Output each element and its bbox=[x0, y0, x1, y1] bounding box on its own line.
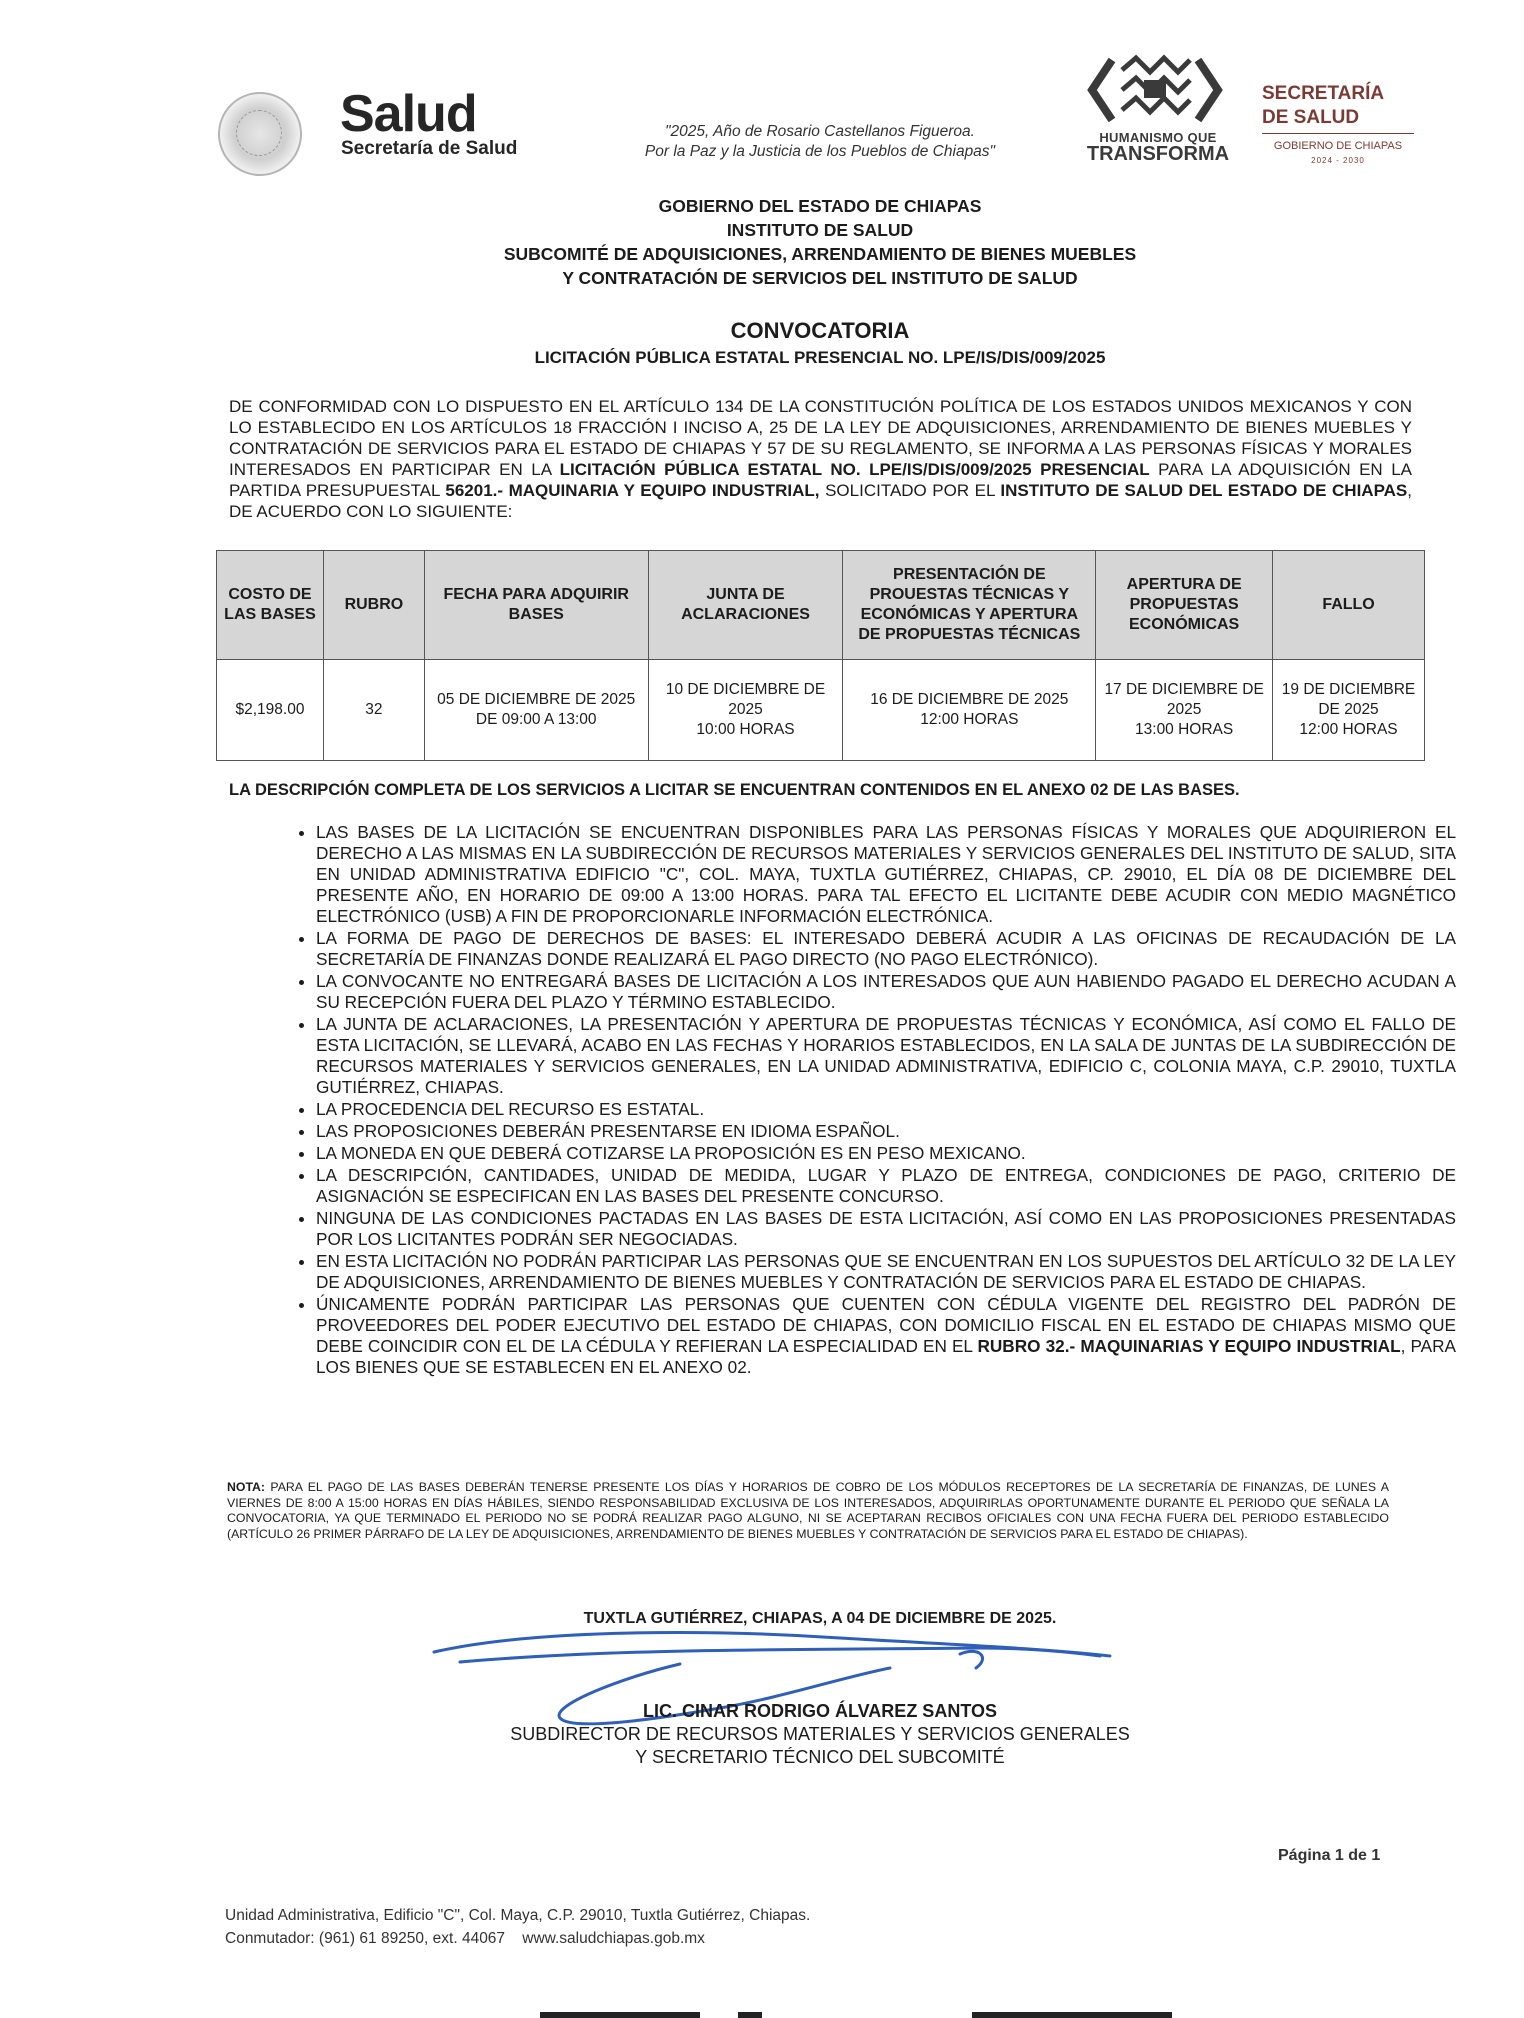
cell-fallo bbox=[1273, 660, 1425, 761]
cell-junta-date: 10 DE DICIEMBRE DE 2025 bbox=[665, 681, 826, 718]
intro-bold-partida: 56201.- MAQUINARIA Y EQUIPO INDUSTRIAL, bbox=[445, 481, 820, 500]
col-fallo: FALLO bbox=[1273, 551, 1425, 660]
cell-fecha-bases bbox=[424, 660, 648, 761]
intro-text-4: , DE ACUERDO CON LO SIGUIENTE: bbox=[229, 481, 1412, 521]
item-text-end: , PARA LOS BIENES QUE SE ESTABLECEN EN EL ANEXO 02. bbox=[316, 1336, 1457, 1377]
table-header-row bbox=[217, 551, 1425, 660]
humanismo-line-2: TRANSFORMA bbox=[1086, 143, 1230, 165]
page-number bbox=[1278, 1847, 1380, 1865]
cell-fecha-time: DE 09:00 A 13:00 bbox=[475, 711, 597, 728]
humanismo-line-1: HUMANISMO QUE bbox=[1099, 130, 1217, 145]
col-costo: COSTO DE LAS BASES bbox=[217, 551, 324, 660]
intro-text-2: PARA LA ADQUISICIÓN EN LA PARTIDA PRESUPUESTAL bbox=[229, 460, 1413, 500]
col-presentacion: PRESENTACIÓN DE PROUESTAS TÉCNICAS Y ECONÓMICAS Y APERTURA DE PROPUESTAS TÉCNICAS bbox=[843, 551, 1096, 660]
cell-apertura-time: 13:00 HORAS bbox=[1135, 721, 1234, 738]
note-label: NOTA: bbox=[227, 1480, 266, 1494]
place-date: TUXTLA GUTIÉRREZ, CHIAPAS, A 04 DE DICIEMBRE DE 2025. bbox=[583, 1610, 1057, 1627]
contact-line: Conmutador: (961) 61 89250, ext. 44067 www.saludchiapas.gob.mx bbox=[225, 1930, 705, 1947]
signer-name: LIC. CINAR RODRIGO ÁLVAREZ SANTOS bbox=[642, 1701, 997, 1721]
motto-line-2: Por la Paz y la Justicia de los Pueblos de Chiapas" bbox=[644, 143, 996, 160]
tender-number: LICITACIÓN PÚBLICA ESTATAL PRESENCIAL NO. LPE/IS/DIS/009/2025 bbox=[534, 348, 1106, 367]
cell-apertura-date: 17 DE DICIEMBRE DE 2025 bbox=[1104, 681, 1264, 718]
col-junta: JUNTA DE ACLARACIONES bbox=[648, 551, 843, 660]
salud-brand-subtitle: Secretaría de Salud bbox=[341, 138, 518, 159]
intro-text-1: DE CONFORMIDAD CON LO DISPUESTO EN EL ARTÍCULO 134 DE LA CONSTITUCIÓN POLÍTICA DE LOS ESTADOS UNIDOS MEXICANOS Y CON LO ESTABLECIDO EN LOS ARTÍCULOS 18 FRACCIÓN I INCISO A, 25 DE LA LEY DE ADQUISICIONES, ARRENDAMIENTO DE BIENES MUEBLES Y CONTRATACIÓN DE SERVICIOS PARA EL ESTADO DE CHIAPAS Y 57 DE SU REGLAMENTO, SE INFORMA A LAS PERSONAS FÍSICAS Y MORALES INTERESADOS EN PARTICIPAR EN LA bbox=[229, 397, 1412, 479]
footer-address bbox=[225, 1904, 810, 1950]
cell-fallo-date: 19 DE DICIEMBRE DE 2025 bbox=[1281, 681, 1416, 718]
intro-bold-institute: INSTITUTO DE SALUD DEL ESTADO DE CHIAPAS bbox=[1000, 481, 1408, 500]
ss-gobierno-chiapas: GOBIERNO DE CHIAPAS bbox=[1273, 140, 1403, 152]
cell-rubro: 32 bbox=[323, 660, 424, 761]
document-title: CONVOCATORIA bbox=[730, 318, 910, 343]
cell-present-date: 16 DE DICIEMBRE DE 2025 bbox=[870, 691, 1069, 708]
address-line: Unidad Administrativa, Edificio "C", Col. Maya, C.P. 29010, Tuxtla Gutiérrez, Chiapas. bbox=[225, 1907, 811, 1924]
list-item bbox=[316, 1294, 1456, 1378]
col-apertura: APERTURA DE PROPUESTAS ECONÓMICAS bbox=[1096, 551, 1273, 660]
year-motto bbox=[600, 122, 1040, 162]
list-item: • LA PROCEDENCIA DEL RECURSO ES ESTATAL. bbox=[316, 1099, 1456, 1120]
scan-edge-mark bbox=[540, 2012, 700, 2018]
scan-edge-mark bbox=[972, 2012, 1172, 2018]
payment-note bbox=[227, 1480, 1389, 1542]
page-total: 1 bbox=[1371, 1847, 1381, 1864]
ss-years: 2024 - 2030 bbox=[1311, 156, 1365, 165]
description-note: LA DESCRIPCIÓN COMPLETA DE LOS SERVICIOS A LICITAR SE ENCUENTRAN CONTENIDOS EN EL ANEXO 02 DE LAS BASES. bbox=[229, 781, 1240, 799]
issuer-line-3: SUBCOMITÉ DE ADQUISICIONES, ARRENDAMIENTO DE BIENES MUEBLES bbox=[503, 244, 1137, 264]
signer-role-2: Y SECRETARIO TÉCNICO DEL SUBCOMITÉ bbox=[635, 1747, 1005, 1767]
ss-divider bbox=[1262, 133, 1414, 134]
issuer-line-2: INSTITUTO DE SALUD bbox=[726, 220, 914, 240]
intro-bold-tender: LICITACIÓN PÚBLICA ESTATAL NO. LPE/IS/DIS/009/2025 PRESENCIAL bbox=[559, 460, 1150, 479]
schedule-table bbox=[216, 550, 1425, 761]
cell-fallo-time: 12:00 HORAS bbox=[1299, 721, 1398, 738]
cell-presentacion bbox=[843, 660, 1096, 761]
list-item: • LA FORMA DE PAGO DE DERECHOS DE BASES: EL INTERESADO DEBERÁ ACUDIR A LAS OFICINAS DE RECAUDACIÓN DE LA SECRETARÍA DE FINANZAS DONDE REALIZARÁ EL PAGO DIRECTO (NO PAGO ELECTRÓNICO). bbox=[316, 928, 1456, 970]
cell-junta-time: 10:00 HORAS bbox=[696, 721, 795, 738]
table-row bbox=[217, 660, 1425, 761]
cell-costo: $2,198.00 bbox=[217, 660, 324, 761]
list-item: • LA CONVOCANTE NO ENTREGARÁ BASES DE LICITACIÓN A LOS INTERESADOS QUE AUN HABIENDO PAGADO EL DERECHO ACUDAN A SU RECEPCIÓN FUERA DEL PLAZO Y TÉRMINO ESTABLECIDO. bbox=[316, 971, 1456, 1013]
issuer-heading bbox=[300, 194, 1340, 290]
list-item: • LAS BASES DE LA LICITACIÓN SE ENCUENTRAN DISPONIBLES PARA LAS PERSONAS FÍSICAS Y MORALES QUE ADQUIRIERON EL DERECHO A LAS MISMAS EN LA SUBDIRECCIÓN DE RECURSOS MATERIALES Y SERVICIOS GENERALES DEL INSTITUTO DE SALUD, SITA EN UNIDAD ADMINISTRATIVA EDIFICIO "C", COL. MAYA, TUXTLA GUTIÉRREZ, CHIAPAS, CP. 29010, EL DÍA 08 DE DICIEMBRE DEL PRESENTE AÑO, EN HORARIO DE 09:00 A 13:00 HORAS. PARA TAL EFECTO EL LICITANTE DEBE ACUDIR CON MEDIO MAGNÉTICO ELECTRÓNICO (USB) A FIN DE PROPORCIONARLE INFORMACIÓN ELECTRÓNICA. bbox=[316, 822, 1456, 927]
humanismo-tagline bbox=[1084, 130, 1232, 163]
signer-block bbox=[300, 1700, 1340, 1769]
signer-role-1: SUBDIRECTOR DE RECURSOS MATERIALES Y SERVICIOS GENERALES bbox=[510, 1724, 1130, 1744]
list-item: • NINGUNA DE LAS CONDICIONES PACTADAS EN LAS BASES DE ESTA LICITACIÓN, ASÍ COMO EN LAS PROPOSICIONES PRESENTADAS POR LOS LICITANTES PODRÁN SER NEGOCIADAS. bbox=[316, 1208, 1456, 1250]
item-bold-rubro: RUBRO 32.- MAQUINARIAS Y EQUIPO INDUSTRIAL bbox=[977, 1336, 1401, 1356]
cell-apertura bbox=[1096, 660, 1273, 761]
item-text: ÚNICAMENTE PODRÁN PARTICIPAR LAS PERSONAS QUE CUENTEN CON CÉDULA VIGENTE DEL REGISTRO DEL PADRÓN DE PROVEEDORES DEL PODER EJECUTIVO DEL ESTADO DE CHIAPAS, CON DOMICILIO FISCAL EN EL ESTADO DE CHIAPAS MISMO QUE DEBE COINCIDIR CON EL DE LA CÉDULA Y REFIERAN LA ESPECIALIDAD EN EL bbox=[316, 1294, 1456, 1356]
page-word: Página bbox=[1278, 1847, 1331, 1864]
issuer-line-1: GOBIERNO DEL ESTADO DE CHIAPAS bbox=[658, 196, 982, 216]
intro-paragraph bbox=[229, 396, 1412, 522]
list-item: • LA DESCRIPCIÓN, CANTIDADES, UNIDAD DE MEDIDA, LUGAR Y PLAZO DE ENTREGA, CONDICIONES DE PAGO, CRITERIO DE ASIGNACIÓN SE ESPECIFICAN EN LAS BASES DEL PRESENTE CONCURSO. bbox=[316, 1165, 1456, 1207]
cell-fecha-date: 05 DE DICIEMBRE DE 2025 bbox=[437, 691, 636, 708]
humanismo-logo-icon bbox=[1086, 50, 1224, 128]
national-seal-logo bbox=[218, 92, 302, 176]
col-fecha-bases: FECHA PARA ADQUIRIR BASES bbox=[424, 551, 648, 660]
page-current: 1 bbox=[1334, 1847, 1344, 1864]
page-of: de bbox=[1348, 1847, 1367, 1864]
list-item: • LA MONEDA EN QUE DEBERÁ COTIZARSE LA PROPOSICIÓN ES EN PESO MEXICANO. bbox=[316, 1143, 1456, 1164]
cell-junta bbox=[648, 660, 843, 761]
list-item: • LAS PROPOSICIONES DEBERÁN PRESENTARSE EN IDIOMA ESPAÑOL. bbox=[316, 1121, 1456, 1142]
note-text: PARA EL PAGO DE LAS BASES DEBERÁN TENERSE PRESENTE LOS DÍAS Y HORARIOS DE COBRO DE LOS MÓDULOS RECEPTORES DE LA SECRETARÍA DE FINANZAS, DE LUNES A VIERNES DE 8:00 A 15:00 HORAS EN DÍAS HÁBILES, SIENDO RESPONSABILIDAD EXCLUSIVA DE LOS INTERESADOS, ADQUIRIRLAS OPORTUNAMENTE DURANTE EL PERIODO QUE SEÑALA LA CONVOCATORIA, YA QUE TERMINADO EL PERIODO NO SE PODRÁ REALIZAR PAGO ALGUNO, NI SE ACEPTARAN RECIBOS OFICIALES CON UNA FECHA FUERA DEL PERIODO ESTABLECIDO (ARTÍCULO 26 PRIMER PÁRRAFO DE LA LEY DE ADQUISICIONES, ARRENDAMIENTO DE BIENES MUEBLES Y CONTRATACIÓN DE SERVICIOS PARA EL ESTADO DE CHIAPAS). bbox=[227, 1480, 1389, 1541]
ss-line-1: SECRETARÍA bbox=[1262, 83, 1385, 104]
scan-edge-mark bbox=[738, 2012, 762, 2018]
cell-present-time: 12:00 HORAS bbox=[920, 711, 1019, 728]
secretaria-salud-logo-text bbox=[1262, 82, 1384, 130]
conditions-list bbox=[272, 822, 1456, 1379]
issuer-line-4: Y CONTRATACIÓN DE SERVICIOS DEL INSTITUTO DE SALUD bbox=[562, 268, 1078, 288]
motto-line-1: "2025, Año de Rosario Castellanos Figueroa. bbox=[665, 123, 975, 140]
list-item: • LA JUNTA DE ACLARACIONES, LA PRESENTACIÓN Y APERTURA DE PROPUESTAS TÉCNICAS Y ECONÓMICA, ASÍ COMO EL FALLO DE ESTA LICITACIÓN, SE LLEVARÁ, ACABO EN LAS FECHAS Y HORARIOS ESTABLECIDOS, EN LA SALA DE JUNTAS DE LA SUBDIRECCIÓN DE RECURSOS MATERIALES Y SERVICIOS GENERALES, EN LA UNIDAD ADMINISTRATIVA, EDIFICIO C, COLONIA MAYA, C.P. 29010, TUXTLA GUTIÉRREZ, CHIAPAS. bbox=[316, 1014, 1456, 1098]
col-rubro: RUBRO bbox=[323, 551, 424, 660]
intro-text-3: SOLICITADO POR EL bbox=[819, 481, 1001, 500]
salud-brand-title: Salud bbox=[340, 85, 477, 143]
list-item: • EN ESTA LICITACIÓN NO PODRÁN PARTICIPAR LAS PERSONAS QUE SE ENCUENTRAN EN LOS SUPUESTOS DEL ARTÍCULO 32 DE LA LEY DE ADQUISICIONES, ARRENDAMIENTO DE BIENES MUEBLES Y CONTRATACIÓN DE SERVICIOS PARA EL ESTADO DE CHIAPAS. bbox=[316, 1251, 1456, 1293]
ss-line-2: DE SALUD bbox=[1262, 107, 1360, 128]
